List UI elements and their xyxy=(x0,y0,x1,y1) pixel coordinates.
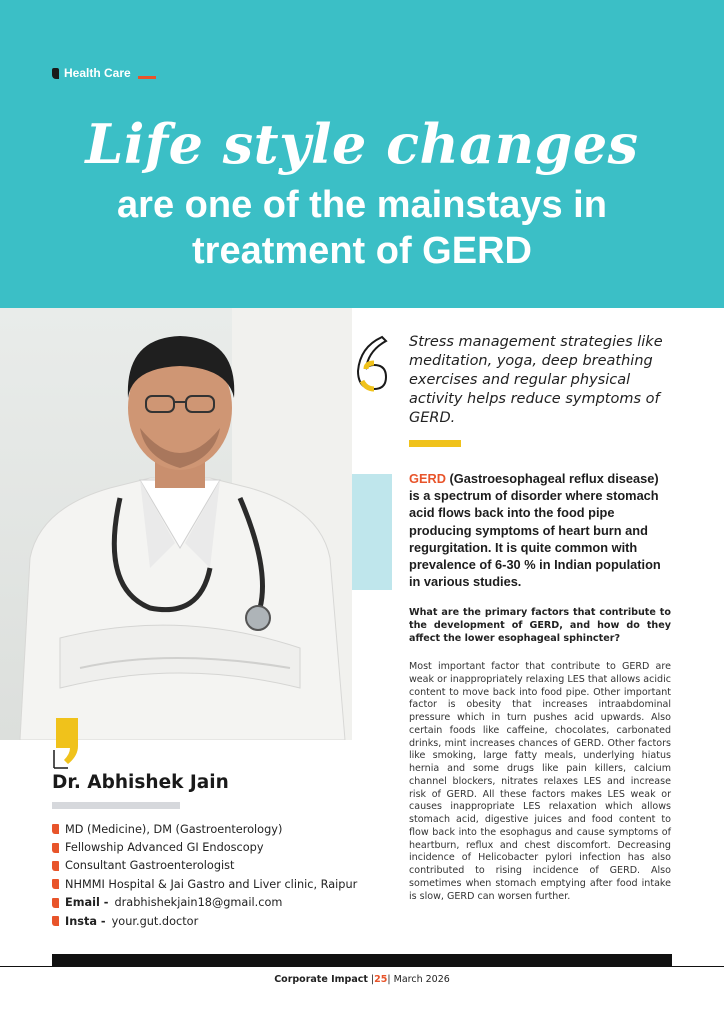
bullet-mark-icon xyxy=(52,824,59,834)
credential-item xyxy=(52,838,372,856)
doctor-name: Dr. Abhishek Jain xyxy=(52,772,229,793)
email-label: Email - xyxy=(65,896,109,910)
credential-text: Fellowship Advanced GI Endoscopy xyxy=(65,841,264,855)
yellow-quote-mark-icon xyxy=(52,716,82,772)
doctor-photo xyxy=(0,308,352,740)
credential-text: MD (Medicine), DM (Gastroenterology) xyxy=(65,822,283,836)
name-underline xyxy=(52,802,180,809)
doctor-portrait-illustration xyxy=(0,308,352,740)
page-number: 25 xyxy=(374,974,388,985)
footer xyxy=(0,974,724,985)
intro-paragraph xyxy=(409,470,671,590)
bullet-mark-icon xyxy=(52,898,59,908)
tag-mark-icon xyxy=(52,68,59,79)
footer-sep: | xyxy=(370,974,375,985)
credential-text: NHMMI Hospital & Jai Gastro and Liver clinic, Raipur xyxy=(65,877,358,891)
footer-date: March 2026 xyxy=(393,974,450,985)
open-quote-icon xyxy=(352,333,400,393)
section-tag xyxy=(52,66,156,80)
headline-main: are one of the mainstays in treatment of GERD xyxy=(117,184,607,272)
headline-script: Life style changes xyxy=(85,112,639,176)
footer-bar xyxy=(52,954,672,966)
insta-handle[interactable]: your.gut.doctor xyxy=(111,914,199,928)
credential-item xyxy=(52,820,372,838)
pull-quote-bar xyxy=(409,440,461,447)
pull-quote: Stress management strategies like meditation, yoga, deep breathing exercises and regular physical activity helps reduce symptoms of GERD. xyxy=(409,334,663,426)
accent-block xyxy=(352,474,392,590)
insta-item xyxy=(52,912,372,930)
footer-sep: | xyxy=(387,974,391,985)
intro-lead: GERD xyxy=(409,471,446,486)
intro-body: (Gastroesophageal reflux disease) is a spectrum of disorder where stomach acid flows back into the food pipe producing symptoms of heart burn and regurgitation. It is quite common with prevalence of 6-30 % in Indian population in various studies. xyxy=(409,471,661,590)
section-tag-label: Health Care xyxy=(64,66,131,80)
email-link[interactable]: drabhishekjain18@gmail.com xyxy=(114,896,283,910)
bullet-mark-icon xyxy=(52,861,59,871)
bullet-mark-icon xyxy=(52,879,59,889)
answer-paragraph: Most important factor that contribute to GERD are weak or inappropriately relaxing LES that allows acidic content to move back into food pipe. Other important factor is obesity that increases intraabdominal pressure which in turn pushes acid upwards. Also certain foods like caffeine, chocolates, carbonated drinks, mint increases chances of GERD. Other factors like smoking, large fatty meals, underlying hiatus hernia and some drugs like pain killers, calcium channel blockers, nitrates relaxes LES and increase risk of GERD. All these factors makes LES weak or causes inappropriate LES relaxation which allows stomach acid, digestive juices and food content to flow back into the esophagus and cause symptoms of heartburn, reflux and chest discomfort. Decreasing incidence of Helicobacter pylori infection has also contributed to rising incidence of GERD. Also sometimes when stomach emptying after food intake is slow, GERD can worsen further. xyxy=(409,661,671,902)
credential-item xyxy=(52,875,372,893)
insta-label: Insta - xyxy=(65,914,106,928)
credential-item xyxy=(52,857,372,875)
bullet-mark-icon xyxy=(52,916,59,926)
credentials-list xyxy=(52,820,372,930)
question-heading: What are the primary factors that contribute to the development of GERD, and how do they affect the lower esophageal sphincter? xyxy=(409,607,671,644)
bullet-mark-icon xyxy=(52,843,59,853)
footer-publication: Corporate Impact xyxy=(274,974,368,985)
footer-rule xyxy=(0,966,724,967)
tag-underline xyxy=(138,76,156,79)
credential-text: Consultant Gastroenterologist xyxy=(65,859,235,873)
email-item xyxy=(52,894,372,912)
